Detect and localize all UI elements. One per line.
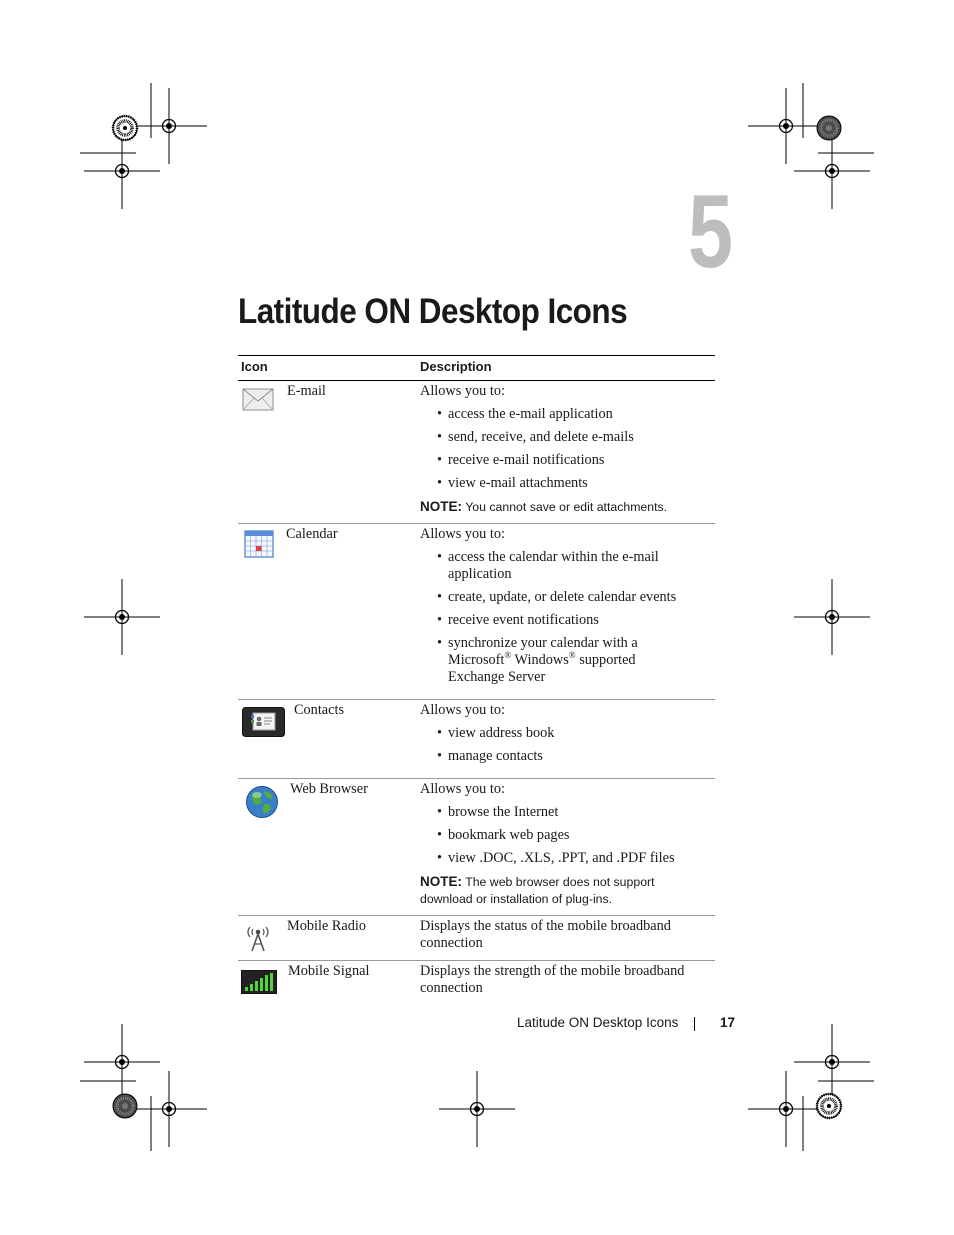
list-item: • manage contacts xyxy=(420,748,715,765)
registered-mark: ® xyxy=(504,650,512,661)
desktop-icons-table xyxy=(238,355,715,1007)
description-text: Displays the status of the mobile broadband connection xyxy=(420,918,671,951)
bullet-list xyxy=(420,725,715,765)
icon-name: Mobile Signal xyxy=(288,963,370,979)
list-item: • view address book xyxy=(420,725,715,742)
bullet-list xyxy=(420,549,715,686)
description-intro: Allows you to: xyxy=(420,702,505,718)
header-icon: Icon xyxy=(241,359,268,374)
chapter-number: 5 xyxy=(688,174,734,290)
list-item: • view e-mail attachments xyxy=(420,475,715,492)
sync-text-b: Windows xyxy=(511,652,569,668)
icon-name: Web Browser xyxy=(290,781,368,797)
note-text: You cannot save or edit attachments. xyxy=(465,500,668,514)
registered-mark: ® xyxy=(568,650,576,661)
list-item: • create, update, or delete calendar events xyxy=(420,589,715,606)
note-label: NOTE: xyxy=(420,874,462,889)
list-item: • bookmark web pages xyxy=(420,827,715,844)
header-description: Description xyxy=(420,359,492,374)
table-row xyxy=(238,916,715,961)
note-text: The web browser does not support download or installation of plug-ins. xyxy=(420,875,655,906)
icon-name: Calendar xyxy=(286,526,338,542)
email-icon xyxy=(242,386,274,417)
mobile-radio-icon xyxy=(245,924,271,957)
description-intro: Allows you to: xyxy=(420,383,505,399)
bullet-list xyxy=(420,804,715,867)
page-title: Latitude ON Desktop Icons xyxy=(238,292,628,331)
table-row xyxy=(238,961,715,1007)
list-item: • view .DOC, .XLS, .PPT, and .PDF files xyxy=(420,850,715,867)
icon-name: E-mail xyxy=(287,383,326,399)
description-text: Displays the strength of the mobile broadband connection xyxy=(420,963,685,996)
table-row xyxy=(238,779,715,916)
table-header-row xyxy=(238,356,715,381)
icon-name: Contacts xyxy=(294,702,345,718)
list-item: • browse the Internet xyxy=(420,804,715,821)
list-item: • access the e-mail application xyxy=(420,406,715,423)
description-intro: Allows you to: xyxy=(420,526,505,542)
list-item: • access the calendar within the e-mail application xyxy=(420,549,668,583)
page-number: 17 xyxy=(720,1015,736,1030)
table-row xyxy=(238,700,715,779)
table-row xyxy=(238,381,715,524)
list-item: • receive e-mail notifications xyxy=(420,452,715,469)
list-item: • send, receive, and delete e-mails xyxy=(420,429,715,446)
footer-section-title: Latitude ON Desktop Icons xyxy=(517,1015,679,1030)
table-row xyxy=(238,524,715,700)
contacts-icon xyxy=(242,707,285,742)
list-item: • receive event notifications xyxy=(420,612,715,629)
list-item xyxy=(420,635,648,686)
description-intro: Allows you to: xyxy=(420,781,505,797)
icon-name: Mobile Radio xyxy=(287,918,367,934)
note-label: NOTE: xyxy=(420,499,462,514)
globe-icon xyxy=(245,785,279,824)
table-header xyxy=(238,356,715,381)
footer-divider xyxy=(694,1017,695,1031)
bullet-list xyxy=(420,406,715,492)
note xyxy=(420,498,715,516)
sync-text-a: synchronize your calendar with a Microsoft xyxy=(448,635,638,668)
sync-text-c: supported Exchange Server xyxy=(448,652,636,685)
mobile-signal-icon xyxy=(241,970,277,999)
note xyxy=(420,873,680,908)
calendar-icon xyxy=(244,529,274,564)
